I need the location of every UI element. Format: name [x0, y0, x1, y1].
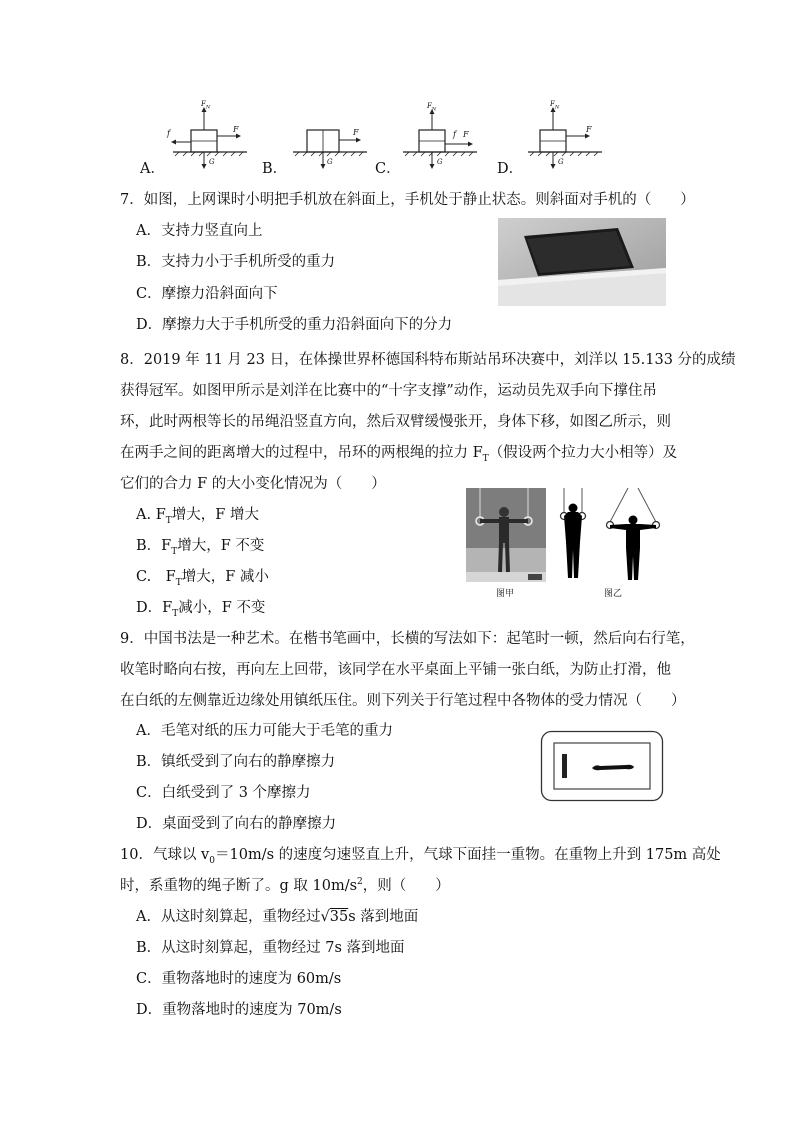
q10-option-b: B．从这时刻算起，重物经过 7s 落到地面 — [136, 940, 405, 956]
q6-option-c: C． — [375, 161, 401, 177]
q10-option-d: D．重物落地时的速度为 70m/s — [136, 1002, 342, 1018]
q6-option-a: A． — [140, 161, 165, 177]
q6-diagram-b — [285, 100, 375, 172]
q6-option-b: B． — [262, 161, 288, 177]
q8-option-c: C. $F_T$增大，F 减小 — [136, 569, 269, 588]
q10-line-1: 10．气球以 $v_0=10m/s$ 的速度匀速竖直上升，气球下面挂一重物。在重物上升到 175m 高处 — [120, 847, 721, 866]
fn-label: $F_N$ — [427, 102, 437, 113]
f-small-label: f — [167, 129, 170, 138]
q7-option-a: A．支持力竖直向上 — [136, 223, 263, 239]
q6-diagram-d — [520, 100, 610, 172]
q10-option-c: C．重物落地时的速度为 60m/s — [136, 971, 342, 987]
g-label: G — [437, 158, 443, 166]
sqrt-icon: √ — [320, 909, 330, 925]
g-label: G — [327, 158, 333, 166]
q7-option-b: B．支持力小于手机所受的重力 — [136, 254, 336, 270]
q8-option-d: D．$F_T$减小，F 不变 — [136, 600, 266, 619]
f-big-label: F — [233, 125, 239, 134]
q7-stem: 7．如图，上网课时小明把手机放在斜面上，手机处于静止状态。则斜面对手机的（ ） — [120, 192, 695, 208]
q9-line-1: 9．中国书法是一种艺术。在楷书笔画中，长横的写法如下：起笔时一顿，然后向右行笔， — [120, 631, 695, 647]
fn-label: $F_N$ — [550, 100, 560, 111]
q10-line-2: 时，系重物的绳子断了。g 取 $10m/s^2$，则（ ） — [120, 877, 450, 894]
q8-line-3: 环，此时两根等长的吊绳沿竖直方向，然后双臂缓慢张开，身体下移，如图乙所示，则 — [120, 414, 671, 430]
f-big-label: F — [586, 125, 592, 134]
q8-photo-jia — [466, 488, 546, 582]
q8-line-5: 它们的合力 F 的大小变化情况为（ ） — [120, 476, 386, 492]
q6-option-d: D． — [497, 161, 524, 177]
q9-option-c: C．白纸受到了 3 个摩擦力 — [136, 785, 311, 801]
fig-jia-caption: 图甲 — [496, 589, 515, 599]
fn-label: $F_N$ — [201, 100, 211, 111]
q6-diagram-a — [165, 100, 255, 172]
q7-option-c: C．摩擦力沿斜面向下 — [136, 286, 278, 302]
q8-option-b: B．$F_T$增大，F 不变 — [136, 538, 265, 557]
f-small-label: f — [453, 130, 456, 139]
q10-option-a: A．从这时刻算起，重物经过√35s 落到地面 — [136, 909, 419, 925]
q9-line-2: 收笔时略向右按，再向左上回带，该同学在水平桌面上平铺一张白纸，为防止打滑，他 — [120, 662, 671, 678]
q9-line-3: 在白纸的左侧靠近边缘处用镇纸压住。则下列关于行笔过程中各物体的受力情况（ ） — [120, 693, 686, 709]
q8-option-a: A. $F_T$增大，F 增大 — [136, 507, 259, 526]
q9-option-a: A．毛笔对纸的压力可能大于毛笔的重力 — [136, 723, 393, 739]
q8-line-1: 8．2019 年 11 月 23 日，在体操世界杯德国科特布斯站吊环决赛中，刘洋以 15.133 分的成绩 — [120, 352, 736, 368]
force-diagram-d — [520, 100, 610, 172]
f-big-label: F — [463, 130, 469, 139]
g-label: G — [209, 158, 215, 166]
q9-calligraphy-figure — [540, 730, 664, 802]
q9-option-b: B．镇纸受到了向右的静摩擦力 — [136, 754, 336, 770]
fig-yi-caption: 图乙 — [604, 589, 623, 599]
q7-option-d: D．摩擦力大于手机所受的重力沿斜面向下的分力 — [136, 317, 453, 333]
g-label: G — [558, 158, 564, 166]
q6-diagram-c — [395, 100, 485, 172]
q8-line-4: 在两手之间的距离增大的过程中，吊环的两根绳的拉力 $F_T$（假设两个拉力大小相等）及 — [120, 445, 678, 464]
q7-phone-photo — [498, 218, 666, 306]
f-big-label: F — [353, 128, 359, 137]
q8-figure-yi — [556, 486, 664, 584]
q9-option-d: D．桌面受到了向右的静摩擦力 — [136, 816, 337, 832]
q8-line-2: 获得冠军。如图甲所示是刘洋在比赛中的“十字支撑”动作，运动员先双手向下撑住吊 — [120, 383, 657, 399]
